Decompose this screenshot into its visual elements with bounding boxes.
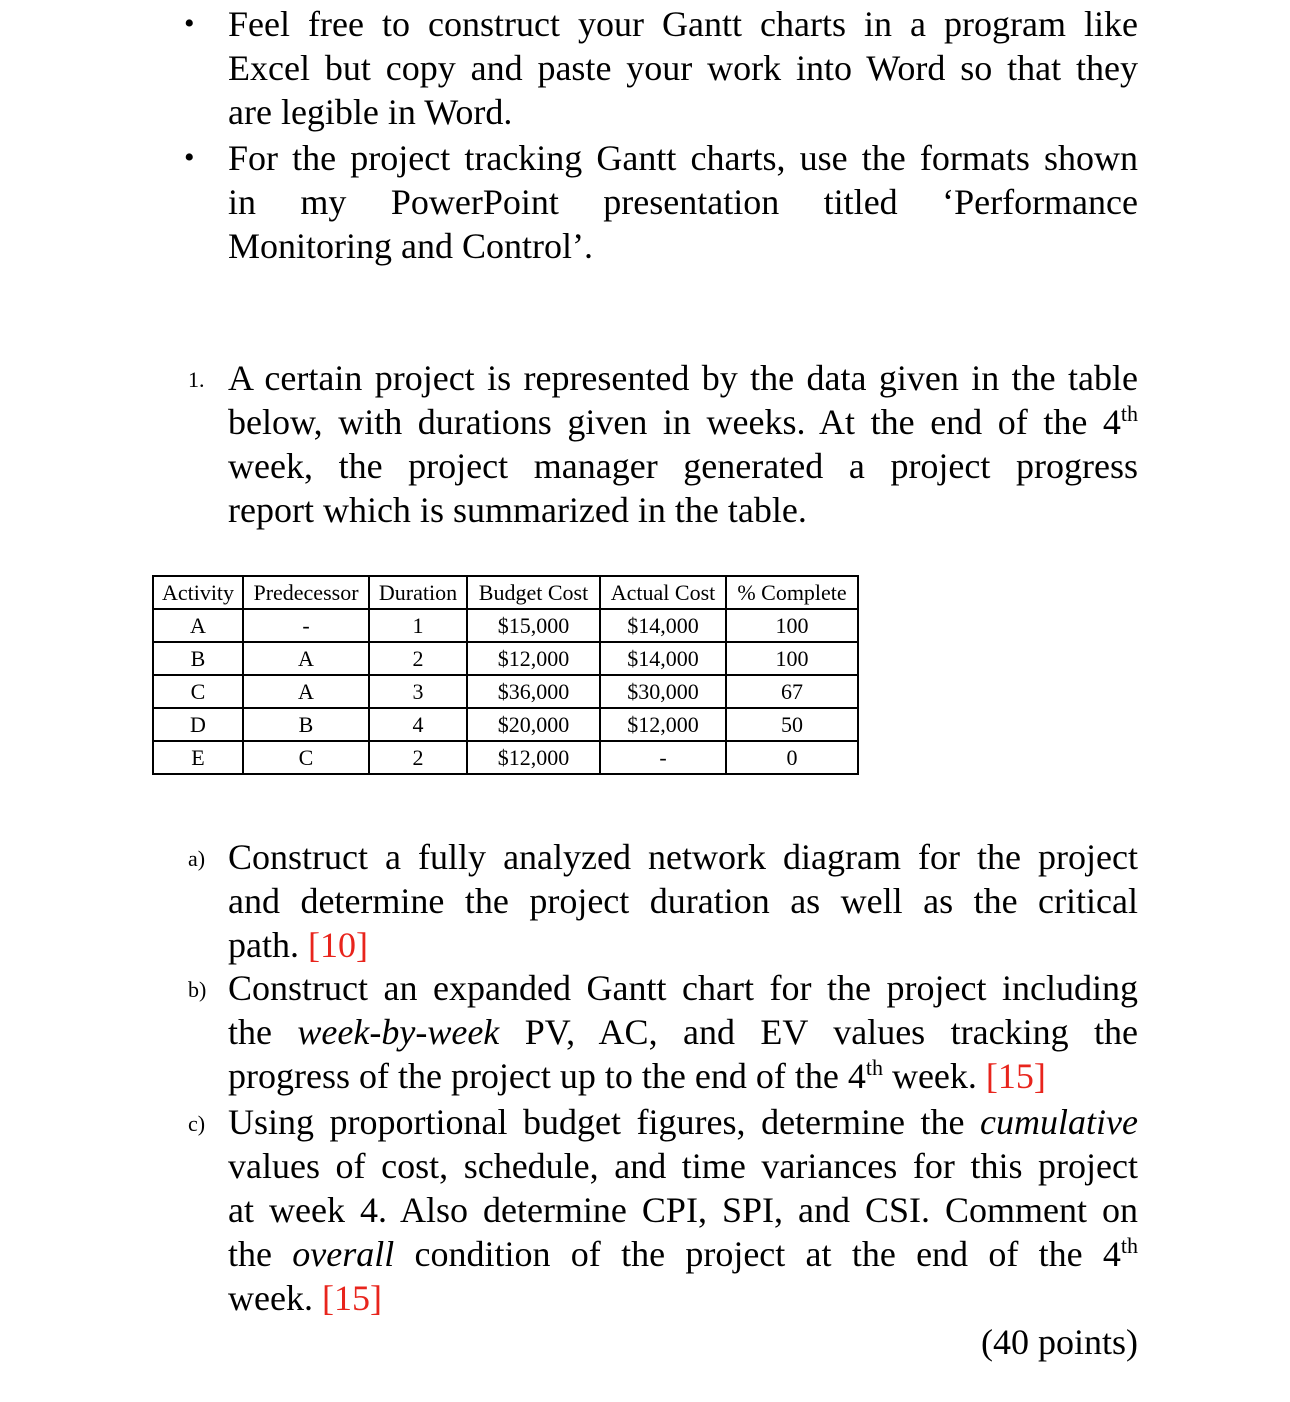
header-duration: Duration bbox=[369, 576, 467, 609]
superscript-th: th bbox=[865, 1055, 883, 1080]
table-cell: $30,000 bbox=[600, 675, 726, 708]
part-c-line-4-post: condition of the project at the end of the 4 bbox=[394, 1234, 1121, 1274]
part-b-line-2 bbox=[228, 1010, 1138, 1054]
bullet-2-line-1: For the project tracking Gantt charts, use the formats shown bbox=[228, 138, 1138, 178]
part-c-line-1 bbox=[228, 1100, 1138, 1144]
part-b-marks: [15] bbox=[985, 1056, 1046, 1096]
question-line-4: report which is summarized in the table. bbox=[228, 490, 807, 530]
part-c-line-1-pre: Using proportional budget figures, determine the bbox=[228, 1102, 981, 1142]
part-c-marks: [15] bbox=[321, 1278, 382, 1318]
bullet-1-line-2: Excel but copy and paste your work into Word so that they bbox=[228, 48, 1138, 88]
question-line-2 bbox=[228, 400, 1138, 444]
part-b-line-2-emphasis: week-by-week bbox=[297, 1012, 500, 1052]
header-activity: Activity bbox=[153, 576, 243, 609]
table-row bbox=[153, 642, 858, 675]
part-a-marks: [10] bbox=[307, 925, 368, 965]
table-row bbox=[153, 708, 858, 741]
table-cell: 1 bbox=[369, 609, 467, 642]
table-cell: 2 bbox=[369, 741, 467, 774]
total-points: (40 points) bbox=[981, 1322, 1138, 1362]
bullet-item-2 bbox=[184, 136, 1138, 268]
question-1 bbox=[188, 356, 1138, 532]
part-a bbox=[188, 835, 1138, 967]
part-a-marker: a) bbox=[188, 846, 206, 871]
table-cell: $20,000 bbox=[467, 708, 600, 741]
table-cell: D bbox=[153, 708, 243, 741]
table-cell: 67 bbox=[726, 675, 858, 708]
part-b bbox=[188, 966, 1138, 1098]
part-b-line-3-pre: progress of the project up to the end of the 4 bbox=[228, 1056, 866, 1096]
part-c-line-2: values of cost, schedule, and time variances for this project bbox=[228, 1146, 1138, 1186]
part-c-line-5-text: week. bbox=[228, 1278, 313, 1318]
part-a-line-3-text: path. bbox=[228, 925, 299, 965]
table-cell: $36,000 bbox=[467, 675, 600, 708]
table-row bbox=[153, 609, 858, 642]
part-c-line-4-emphasis: overall bbox=[292, 1234, 395, 1274]
part-b-line-2-pre: the bbox=[228, 1012, 298, 1052]
table-cell: A bbox=[243, 675, 369, 708]
question-number: 1. bbox=[188, 367, 205, 392]
table-cell: 50 bbox=[726, 708, 858, 741]
table-cell: 4 bbox=[369, 708, 467, 741]
table-header-row bbox=[153, 576, 858, 609]
table-cell: $12,000 bbox=[467, 741, 600, 774]
part-b-line-1: Construct an expanded Gantt chart for the project including bbox=[228, 968, 1138, 1008]
table-cell: 100 bbox=[726, 642, 858, 675]
table-cell: $14,000 bbox=[600, 642, 726, 675]
part-c-line-4-pre: the bbox=[228, 1234, 293, 1274]
part-a-line-2: and determine the project duration as well as the critical bbox=[228, 881, 1138, 921]
table-cell: - bbox=[600, 741, 726, 774]
part-c-line-1-emphasis: cumulative bbox=[980, 1102, 1138, 1142]
part-c-marker: c) bbox=[188, 1111, 206, 1136]
part-b-line-2-post: PV, AC, and EV values tracking the bbox=[499, 1012, 1138, 1052]
header-actual-cost: Actual Cost bbox=[600, 576, 726, 609]
header-percent-complete: % Complete bbox=[726, 576, 858, 609]
table-cell: B bbox=[243, 708, 369, 741]
table-cell: C bbox=[153, 675, 243, 708]
table-row bbox=[153, 675, 858, 708]
question-line-2-text: below, with durations given in weeks. At the end of the 4 bbox=[228, 402, 1121, 442]
table-cell: 2 bbox=[369, 642, 467, 675]
table-cell: - bbox=[243, 609, 369, 642]
part-b-line-3 bbox=[228, 1054, 1138, 1098]
table-cell: 3 bbox=[369, 675, 467, 708]
table-cell: C bbox=[243, 741, 369, 774]
table-row bbox=[153, 741, 858, 774]
bullet-1-line-1: Feel free to construct your Gantt charts in a program like bbox=[228, 4, 1138, 44]
table-cell: B bbox=[153, 642, 243, 675]
table-cell: 0 bbox=[726, 741, 858, 774]
part-c-line-3: at week 4. Also determine CPI, SPI, and CSI. Comment on bbox=[228, 1190, 1138, 1230]
table-cell: A bbox=[153, 609, 243, 642]
bullet-2-line-2: in my PowerPoint presentation titled ‘Performance bbox=[228, 182, 1138, 222]
table-cell: 100 bbox=[726, 609, 858, 642]
bullet-item-1 bbox=[184, 2, 1138, 134]
table-cell: $14,000 bbox=[600, 609, 726, 642]
part-b-marker: b) bbox=[188, 977, 207, 1002]
part-a-line-1: Construct a fully analyzed network diagram for the project bbox=[228, 837, 1138, 877]
question-line-3: week, the project manager generated a project progress bbox=[228, 446, 1138, 486]
part-a-line-3 bbox=[228, 923, 1138, 967]
project-data-table bbox=[152, 575, 859, 775]
table-cell: $12,000 bbox=[600, 708, 726, 741]
bullet-1-line-3: are legible in Word. bbox=[228, 92, 513, 132]
superscript-th: th bbox=[1120, 1233, 1138, 1258]
bullet-2-line-3: Monitoring and Control’. bbox=[228, 226, 593, 266]
header-budget-cost: Budget Cost bbox=[467, 576, 600, 609]
superscript-th: th bbox=[1120, 401, 1138, 426]
part-b-line-3-post: week. bbox=[882, 1056, 977, 1096]
part-c-line-4 bbox=[228, 1232, 1138, 1276]
part-c bbox=[188, 1100, 1138, 1320]
table-cell: E bbox=[153, 741, 243, 774]
question-line-1: A certain project is represented by the data given in the table bbox=[228, 358, 1138, 398]
table-cell: $12,000 bbox=[467, 642, 600, 675]
table-cell: A bbox=[243, 642, 369, 675]
bullet-marker: • bbox=[184, 141, 195, 174]
part-c-line-5 bbox=[228, 1276, 1138, 1320]
table-cell: $15,000 bbox=[467, 609, 600, 642]
header-predecessor: Predecessor bbox=[243, 576, 369, 609]
bullet-marker: • bbox=[184, 7, 195, 40]
